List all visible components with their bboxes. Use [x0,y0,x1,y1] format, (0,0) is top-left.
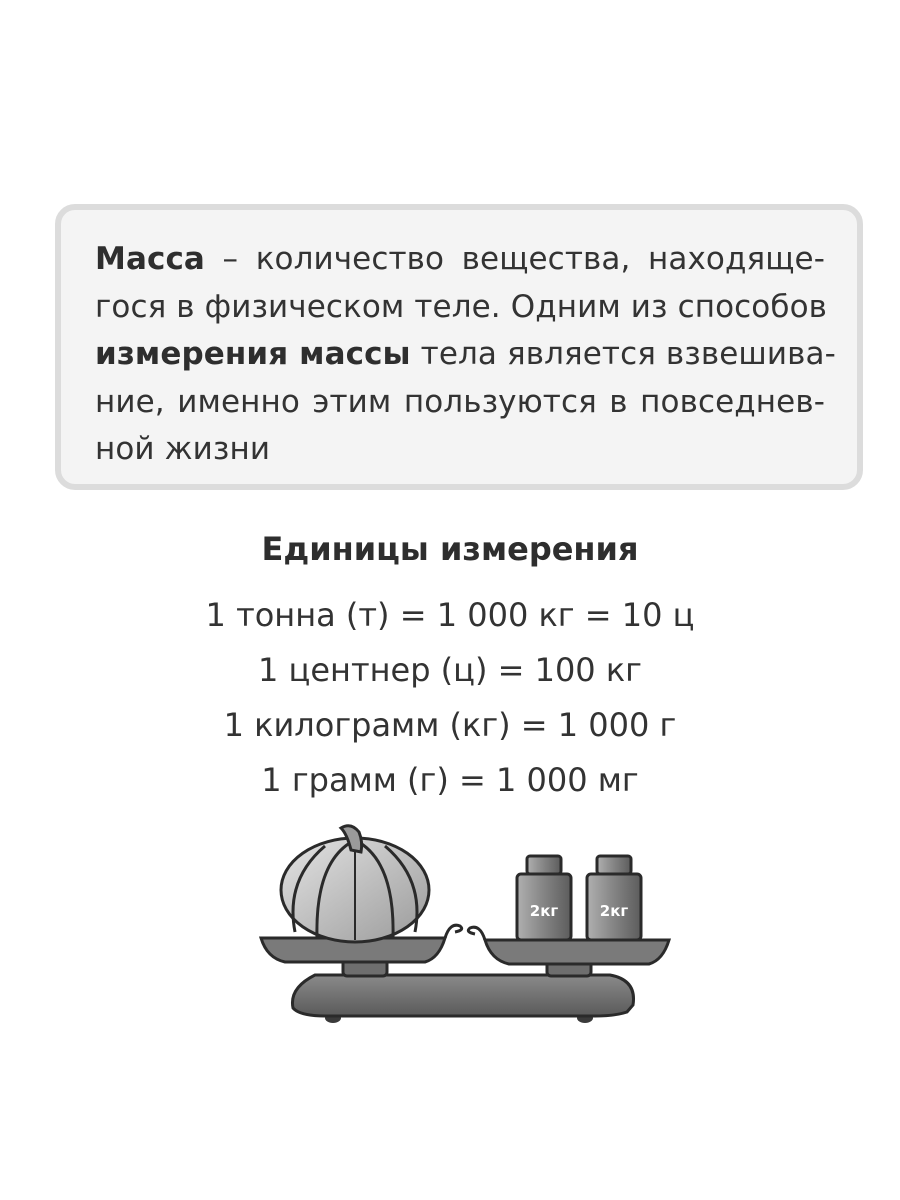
weight-label-2: 2кг [599,902,629,920]
units-title: Единицы измерения [261,530,639,568]
unit-row-tonne: 1 тонна (т) = 1 000 кг = 10 ц [205,596,695,634]
scale-illustration [255,820,675,1030]
definition-line-3 [95,331,836,379]
term-mass-measurement: измерения массы [95,336,411,372]
units-list [0,588,900,808]
unit-row-kilogram: 1 килограмм (кг) = 1 000 г [223,706,677,744]
unit-row-centner: 1 центнер (ц) = 100 кг [258,651,642,689]
definition-line-4 [95,379,825,427]
term-mass: Масса [95,241,205,277]
definition-line-1 [95,236,825,284]
definition-text-4: ние, именно этим пользуются в повседнев- [95,383,825,420]
definition-text-2: гося в физическом теле. Одним из способов [95,288,828,325]
definition-text-1: – количество вещества, находяще- [204,241,825,277]
definition-line-2 [95,284,828,332]
definition-text-5: ной жизни [95,431,271,467]
pumpkin-icon [281,826,429,942]
definition-box [55,204,863,490]
unit-row-gram: 1 грамм (г) = 1 000 мг [261,761,639,799]
weight-icon [587,856,641,940]
weight-icon [517,856,571,940]
definition-text-3: тела является взвешива- [410,336,836,372]
weight-label-1: 2кг [529,902,559,920]
definition-line-5 [95,426,825,474]
